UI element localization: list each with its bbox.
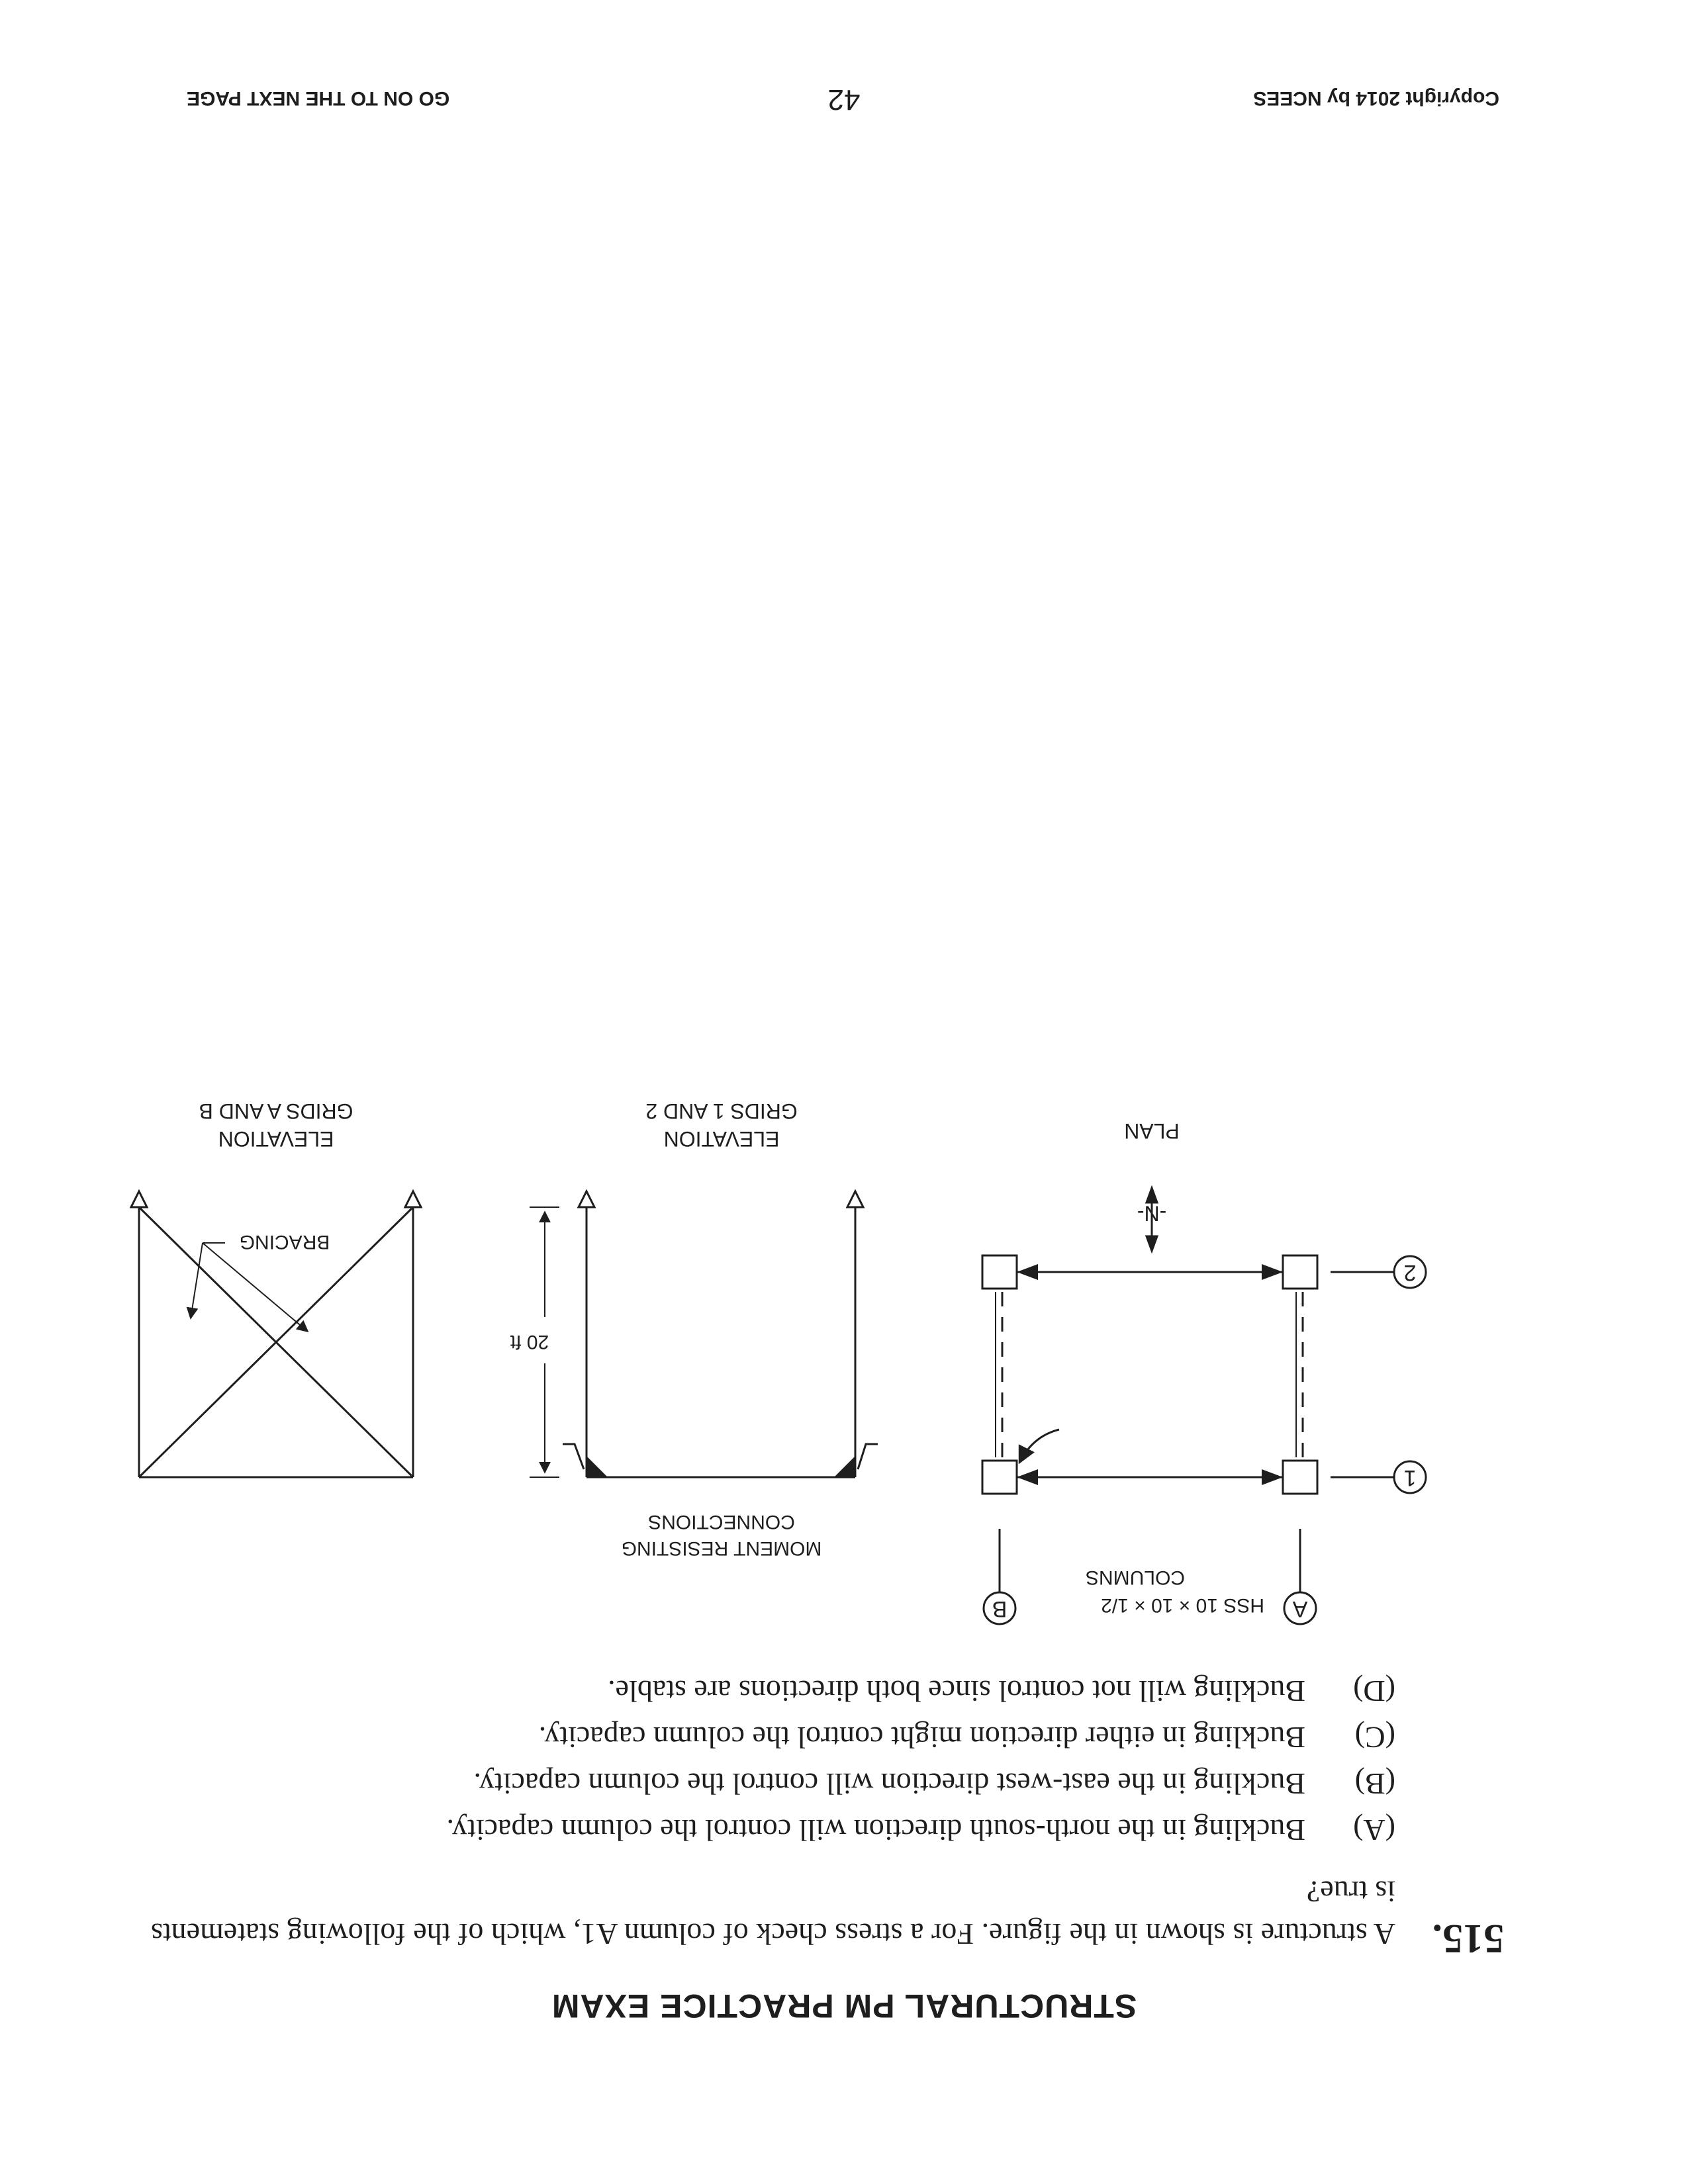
choice-letter: (A) <box>1353 1813 1395 1847</box>
column-a2 <box>1283 1255 1317 1289</box>
choice-letter: (B) <box>1354 1767 1395 1801</box>
page-number: 42 <box>827 83 861 116</box>
choice-text: Buckling in the north-south direction will control the column capacity. <box>446 1813 1305 1847</box>
question-number: 515. <box>1432 1916 1504 1961</box>
column-label-line2: COLUMNS <box>1085 1567 1185 1588</box>
moment-label-line1: MOMENT RESISTING <box>621 1537 822 1559</box>
elevation-moment-connections <box>586 1456 855 1477</box>
pin-support-right <box>579 1191 594 1207</box>
moment-connection-triangle <box>1017 1264 1038 1280</box>
moment-connection-left <box>834 1456 855 1477</box>
elevation-a-b-caption-line2: GRIDS A AND B <box>199 1099 353 1123</box>
moment-connection-triangle <box>1262 1469 1283 1485</box>
pin-support-left <box>847 1191 863 1207</box>
column-b2 <box>982 1255 1017 1289</box>
moment-connection-triangle <box>1262 1264 1283 1280</box>
moment-label-line2: CONNECTIONS <box>648 1511 795 1533</box>
grid-label-2: 2 <box>1403 1260 1417 1286</box>
plan-view <box>982 1255 1426 1624</box>
bracing-leader-1 <box>203 1243 308 1332</box>
choice-text: Buckling in the east-west direction will control the column capacity. <box>473 1767 1305 1801</box>
height-dimension-label: 20 ft <box>510 1331 549 1353</box>
column-label-leader <box>1019 1430 1059 1463</box>
elevation-a-b-caption-line1: ELEVATION <box>218 1127 334 1151</box>
choice-text: Buckling will not control since both directions are stable. <box>608 1674 1305 1708</box>
moment-leader-left <box>858 1444 878 1469</box>
bracing-label: BRACING <box>239 1231 330 1253</box>
braced-pin-support-left <box>405 1191 421 1207</box>
elevation-grids-1-2 <box>530 1191 878 1477</box>
moment-connection-triangle <box>1017 1469 1038 1485</box>
grid-label-b: B <box>992 1596 1008 1622</box>
north-arrow-head-north <box>1147 1188 1157 1203</box>
column-label-line1: HSS 10 × 10 × 1/2 <box>1101 1594 1264 1616</box>
bracing-leader-2 <box>191 1243 203 1318</box>
north-label: -N- <box>1137 1201 1167 1226</box>
column-b1 <box>982 1461 1017 1494</box>
moment-leader-right <box>563 1444 584 1469</box>
exam-title: STRUCTURAL PM PRACTICE EXAM <box>551 1987 1137 2025</box>
choice-letter: (D) <box>1353 1674 1395 1708</box>
braced-pin-support-right <box>131 1191 147 1207</box>
column-a1 <box>1283 1461 1317 1494</box>
choice-text: Buckling in either direction might control the column capacity. <box>538 1721 1305 1754</box>
moment-connection-right <box>586 1456 608 1477</box>
copyright-notice: Copyright 2014 by NCEES <box>1253 87 1499 109</box>
plan-moment-connections <box>1017 1264 1283 1485</box>
grid-label-a: A <box>1292 1596 1308 1622</box>
plan-caption: PLAN <box>1124 1119 1180 1143</box>
north-arrow-head-south <box>1147 1236 1157 1251</box>
question-stem: A structure is shown in the figure. For a stress check of column A1, which of the following statements is true? <box>151 1875 1395 1951</box>
choice-letter: (C) <box>1354 1721 1395 1754</box>
elevation-1-2-caption-line1: ELEVATION <box>663 1127 780 1151</box>
grid-label-1: 1 <box>1403 1465 1417 1491</box>
next-page-notice: GO ON TO THE NEXT PAGE <box>187 87 450 109</box>
elevation-1-2-caption-line2: GRIDS 1 AND 2 <box>645 1099 798 1123</box>
